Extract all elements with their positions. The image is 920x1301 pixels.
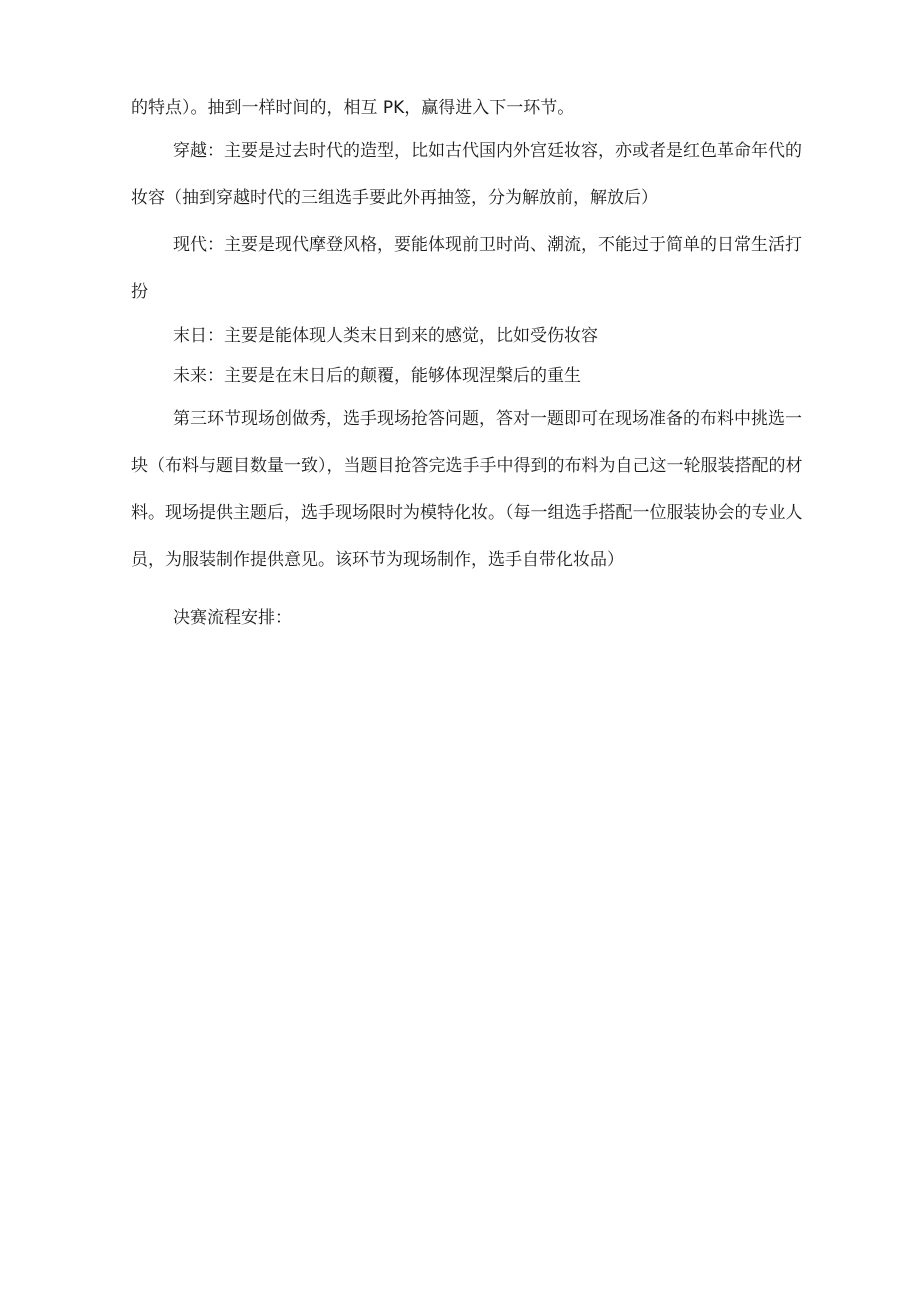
paragraph-continuation: 的特点）。抽到一样时间的，相互 PK，赢得进入下一环节。 <box>131 98 575 118</box>
document-body <box>131 88 803 638</box>
paragraph-modern: 现代：主要是现代摩登风格，要能体现前卫时尚、潮流，不能过于简单的日常生活打扮 <box>131 235 802 302</box>
paragraph-future: 未来：主要是在末日后的颠覆，能够体现涅槃后的重生 <box>173 366 581 386</box>
section-heading-final: 决赛流程安排： <box>173 608 292 628</box>
paragraph-round-three: 第三环节现场创做秀，选手现场抢答问题，答对一题即可在现场准备的布料中挑选一块（布料与题目数量一致），当题目抢答完选手手中得到的布料为自己这一轮服装搭配的材料。现场提供主题后，选手现场限时为模特化妆。（每一组选手搭配一位服装协会的专业人员，为服装制作提供意见。该环节为现场制作，选手自带化妆品） <box>131 409 803 570</box>
paragraph-doomsday: 末日：主要是能体现人类末日到来的感觉，比如受伤妆容 <box>173 326 598 346</box>
paragraph-time-travel: 穿越：主要是过去时代的造型，比如古代国内外宫廷妆容，亦或者是红色革命年代的妆容（抽到穿越时代的三组选手要此外再抽签，分为解放前，解放后） <box>131 141 802 208</box>
